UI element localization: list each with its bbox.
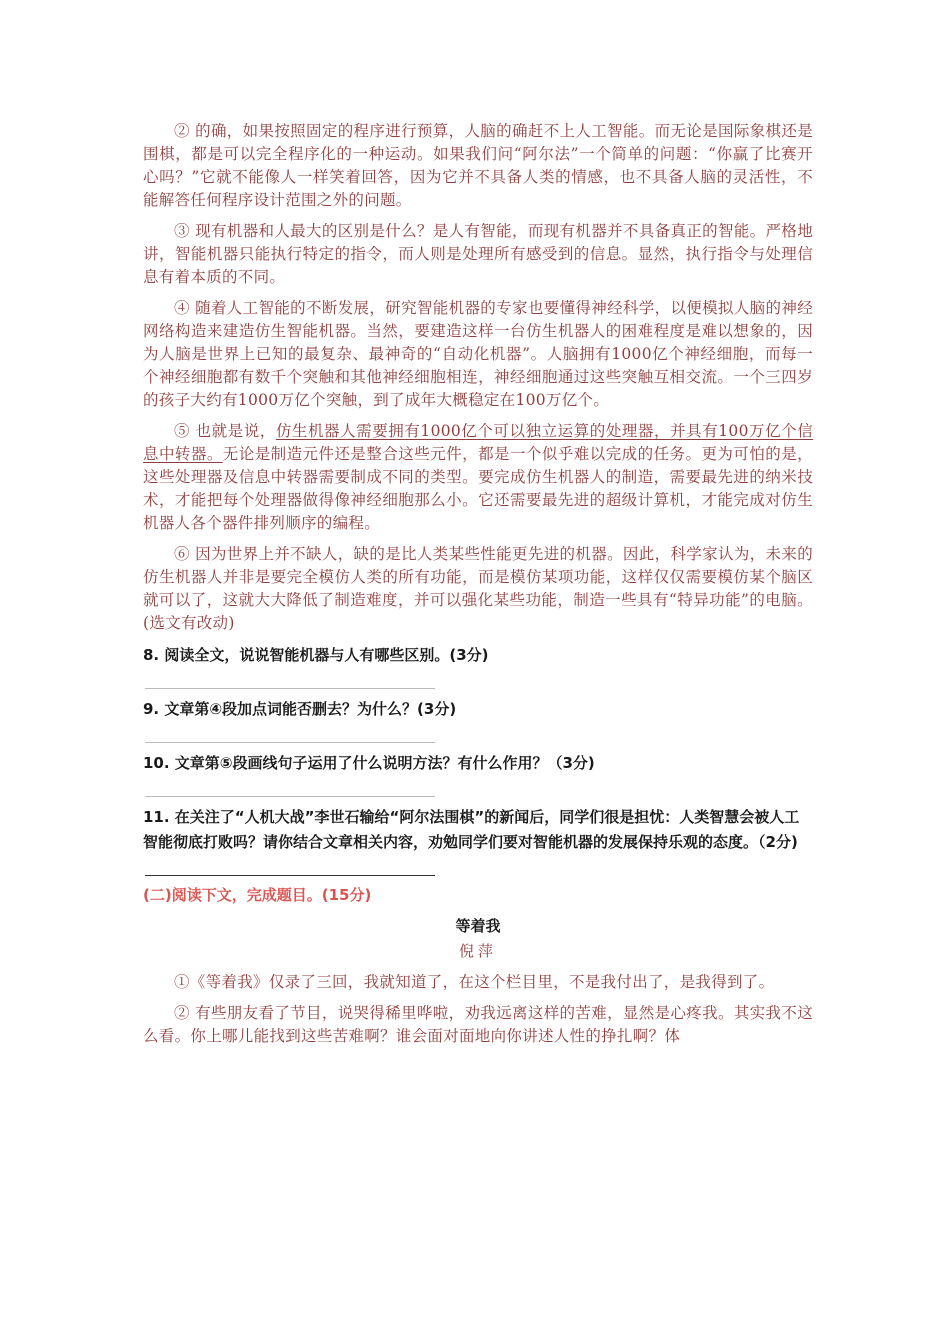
- paragraph-6: ⑥ 因为世界上并不缺人，缺的是比人类某些性能更先进的机器。因此，科学家认为，未来的仿生机器人并非是要完全模仿人类的所有功能，而是模仿某项功能，这样仅仅需要模仿某个脑区就可以了，这就大大降低了制造难度，并可以强化某些功能，制造一些具有“特异功能”的电脑。(选文有改动): [143, 545, 813, 632]
- answer-line-9[interactable]: [145, 722, 435, 743]
- answer-line-11[interactable]: [145, 855, 435, 876]
- paragraph-5-lead: ⑤ 也就是说，: [174, 422, 276, 440]
- paragraph-2: ② 的确，如果按照固定的程序进行预算，人脑的确赶不上人工智能。而无论是国际象棋还是围棋，都是可以完全程序化的一种运动。如果我们问“阿尔法”一个简单的问题：“你赢了比赛开心吗？”它就不能像人一样笑着回答，因为它并不具备人类的情感，也不具备人脑的灵活性，不能解答任何程序设计范围之外的问题。: [143, 122, 813, 209]
- article-paragraph-2: ② 有些朋友看了节目，说哭得稀里哗啦，劝我远离这样的苦难，显然是心疼我。其实我不这么看。你上哪儿能找到这些苦难啊？谁会面对面地向你讲述人性的挣扎啊？体: [143, 1004, 813, 1045]
- article-paragraph-1: ①《等着我》仅录了三回，我就知道了，在这个栏目里，不是我付出了，是我得到了。: [174, 973, 775, 991]
- paragraph-4: ④ 随着人工智能的不断发展，研究智能机器的专家也要懂得神经科学，以便模拟人脑的神经网络构造来建造仿生智能机器。当然，要建造这样一台仿生机器人的困难程度是难以想象的，因为人脑是世界上已知的最复杂、最神奇的“自动化机器”。人脑拥有1000亿个神经细胞，而每一个神经细胞都有数千个突触和其他神经细胞相连，神经细胞通过这些突触互相交流。一个三四岁的孩子大约有1000万亿个突触，到了成年大概稳定在100万亿个。: [143, 299, 813, 409]
- section-2-heading: (二)阅读下文，完成题目。(15分): [143, 886, 372, 904]
- document-page: [143, 120, 813, 1056]
- article-author: 倪萍: [458, 942, 497, 960]
- underlined-sentence: 仿生机器人需要拥有1000亿个可以独立运算的处理器，并具有100万亿个信息中转器。: [143, 422, 813, 463]
- question-9: 9. 文章第④段加点词能否删去？为什么？(3分): [143, 700, 457, 718]
- question-8: 8. 阅读全文，说说智能机器与人有哪些区别。(3分): [143, 646, 489, 664]
- article-title: 等着我: [455, 917, 501, 935]
- question-10: 10. 文章第⑤段画线句子运用了什么说明方法？有什么作用？（3分): [143, 754, 595, 772]
- paragraph-5: [143, 420, 813, 535]
- paragraph-5-rest: 无论是制造元件还是整合这些元件，都是一个似乎难以完成的任务。更为可怕的是，这些处理器及信息中转器需要制成不同的类型。要完成仿生机器人的制造，需要最先进的纳米技术，才能把每个处理器做得像神经细胞那么小。它还需要最先进的超级计算机，才能完成对仿生机器人各个器件排列顺序的编程。: [143, 445, 813, 532]
- answer-line-8[interactable]: [145, 668, 435, 689]
- paragraph-3: ③ 现有机器和人最大的区别是什么？是人有智能，而现有机器并不具备真正的智能。严格地讲，智能机器只能执行特定的指令，而人则是处理所有感受到的信息。显然，执行指令与处理信息有着本质的不同。: [143, 222, 813, 286]
- answer-line-10[interactable]: [145, 776, 435, 797]
- question-11: 11. 在关注了“人机大战”李世石输给“阿尔法围棋”的新闻后，同学们很是担忧：人类智慧会被人工智能彻底打败吗？请你结合文章相关内容，劝勉同学们要对智能机器的发展保持乐观的态度。（2分): [143, 808, 800, 851]
